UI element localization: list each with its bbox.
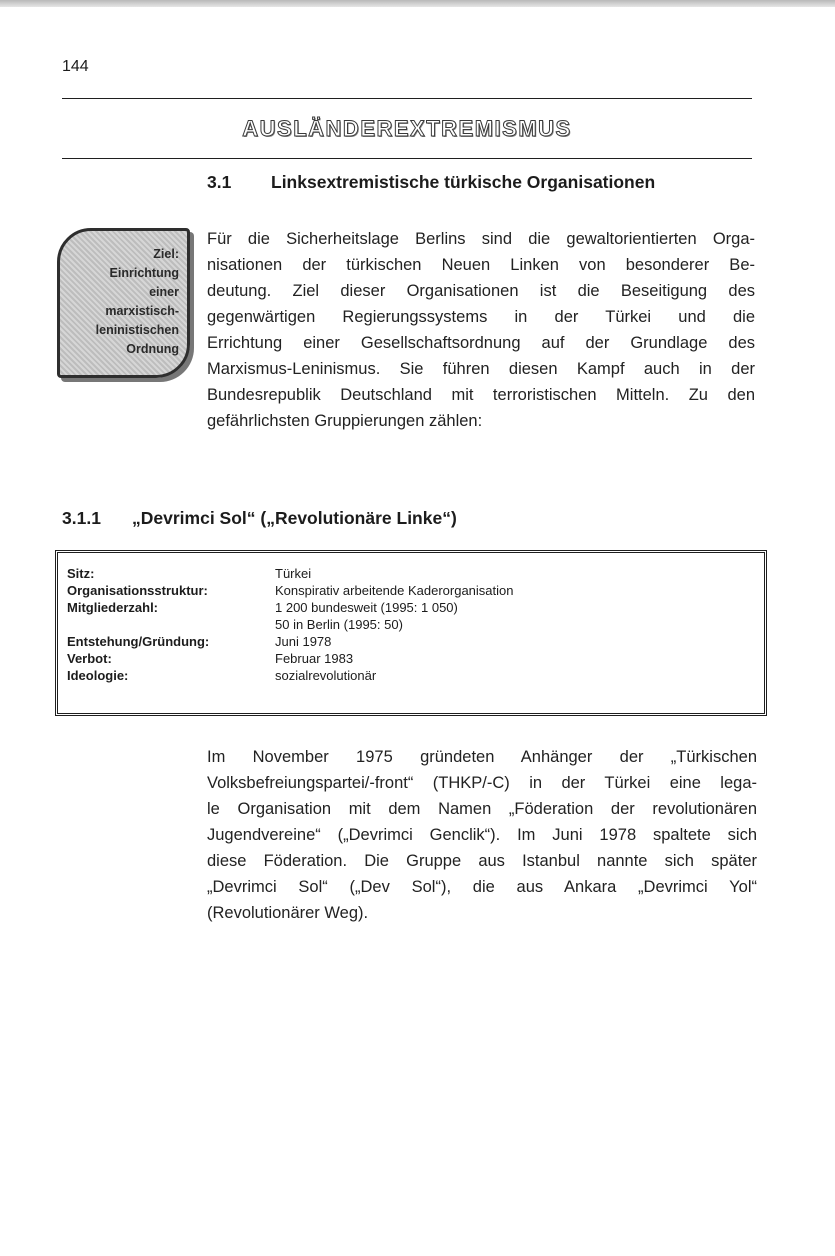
margin-note-text (96, 245, 179, 359)
fact-value: Türkei (275, 566, 312, 581)
section-number: 3.1 (207, 172, 232, 192)
paragraph-line: nisationen der türkischen Neuen Linken von besonderer Be- (207, 256, 755, 274)
fact-value: 1 200 bundesweit (1995: 1 050) (275, 600, 458, 615)
margin-note-line: Ziel: (153, 247, 179, 261)
margin-note-line: Ordnung (126, 342, 179, 356)
fact-value: 50 in Berlin (1995: 50) (275, 617, 403, 632)
margin-note-line: marxistisch- (105, 304, 179, 318)
paragraph-line: Volksbefreiungspartei/-front“ (THKP/-C) in der Türkei eine lega- (207, 774, 757, 792)
body-paragraph (207, 744, 757, 926)
scan-top-edge (0, 0, 835, 7)
section-title: Linksextremistische türkische Organisationen (271, 172, 656, 192)
paragraph-line: „Devrimci Sol“ („Dev Sol“), die aus Ankara „Devrimci Yol“ (207, 878, 757, 896)
fact-box (55, 550, 767, 716)
fact-value: Konspirativ arbeitende Kaderorganisation (275, 583, 514, 598)
paragraph-line: Im November 1975 gründeten Anhänger der „Türkischen (207, 748, 757, 766)
paragraph-line: gefährlichsten Gruppierungen zählen: (207, 412, 483, 430)
fact-row-organisationsstruktur (67, 582, 514, 599)
margin-note-line: Einrichtung (109, 266, 179, 280)
subsection-heading (62, 508, 457, 529)
fact-row-mitgliederzahl (67, 599, 458, 616)
fact-row-ideologie (67, 667, 376, 684)
subsection-number: 3.1.1 (62, 508, 101, 528)
fact-label: Organisationsstruktur: (67, 583, 208, 598)
paragraph-line: diese Föderation. Die Gruppe aus Istanbul nannte sich später (207, 852, 757, 870)
fact-label: Entstehung/Gründung: (67, 634, 210, 649)
paragraph-line: Für die Sicherheitslage Berlins sind die gewaltorientierten Orga- (207, 230, 755, 248)
fact-label: Mitgliederzahl: (67, 600, 159, 615)
margin-note-box (57, 228, 190, 378)
paragraph-line: deutung. Ziel dieser Organisationen ist die Beseitigung des (207, 282, 755, 300)
margin-note-line: einer (149, 285, 179, 299)
fact-row-verbot (67, 650, 353, 667)
page-number: 144 (62, 58, 89, 75)
header-rule-top (62, 98, 752, 99)
fact-row-sitz (67, 565, 311, 582)
subsection-title: „Devrimci Sol“ („Revolutionäre Linke“) (132, 508, 457, 528)
paragraph-line: le Organisation mit dem Namen „Föderation der revolutionären (207, 800, 757, 818)
fact-label: Sitz: (67, 566, 95, 581)
fact-label: Verbot: (67, 651, 112, 666)
paragraph-line: Jugendvereine“ („Devrimci Genclik“). Im Juni 1978 spaltete sich (207, 826, 757, 844)
intro-paragraph (207, 226, 755, 434)
paragraph-line: Bundesrepublik Deutschland mit terroristischen Mitteln. Zu den (207, 386, 755, 404)
margin-note-line: leninistischen (95, 323, 179, 337)
fact-value: sozialrevolutionär (275, 668, 377, 683)
fact-label: Ideologie: (67, 668, 129, 683)
fact-row-gruendung (67, 633, 331, 650)
paragraph-line: (Revolutionärer Weg). (207, 904, 369, 922)
section-heading (207, 172, 655, 193)
fact-row-mitgliederzahl-berlin (67, 616, 403, 633)
paragraph-line: gegenwärtigen Regierungssystems in der Türkei und die (207, 308, 755, 326)
header-rule-bottom (62, 158, 752, 159)
paragraph-line: Errichtung einer Gesellschaftsordnung auf der Grundlage des (207, 334, 755, 352)
fact-value: Juni 1978 (275, 634, 332, 649)
fact-value: Februar 1983 (275, 651, 354, 666)
running-header: AUSLÄNDEREXTREMISMUS (242, 116, 572, 141)
paragraph-line: Marxismus-Leninismus. Sie führen diesen Kampf auch in der (207, 360, 755, 378)
